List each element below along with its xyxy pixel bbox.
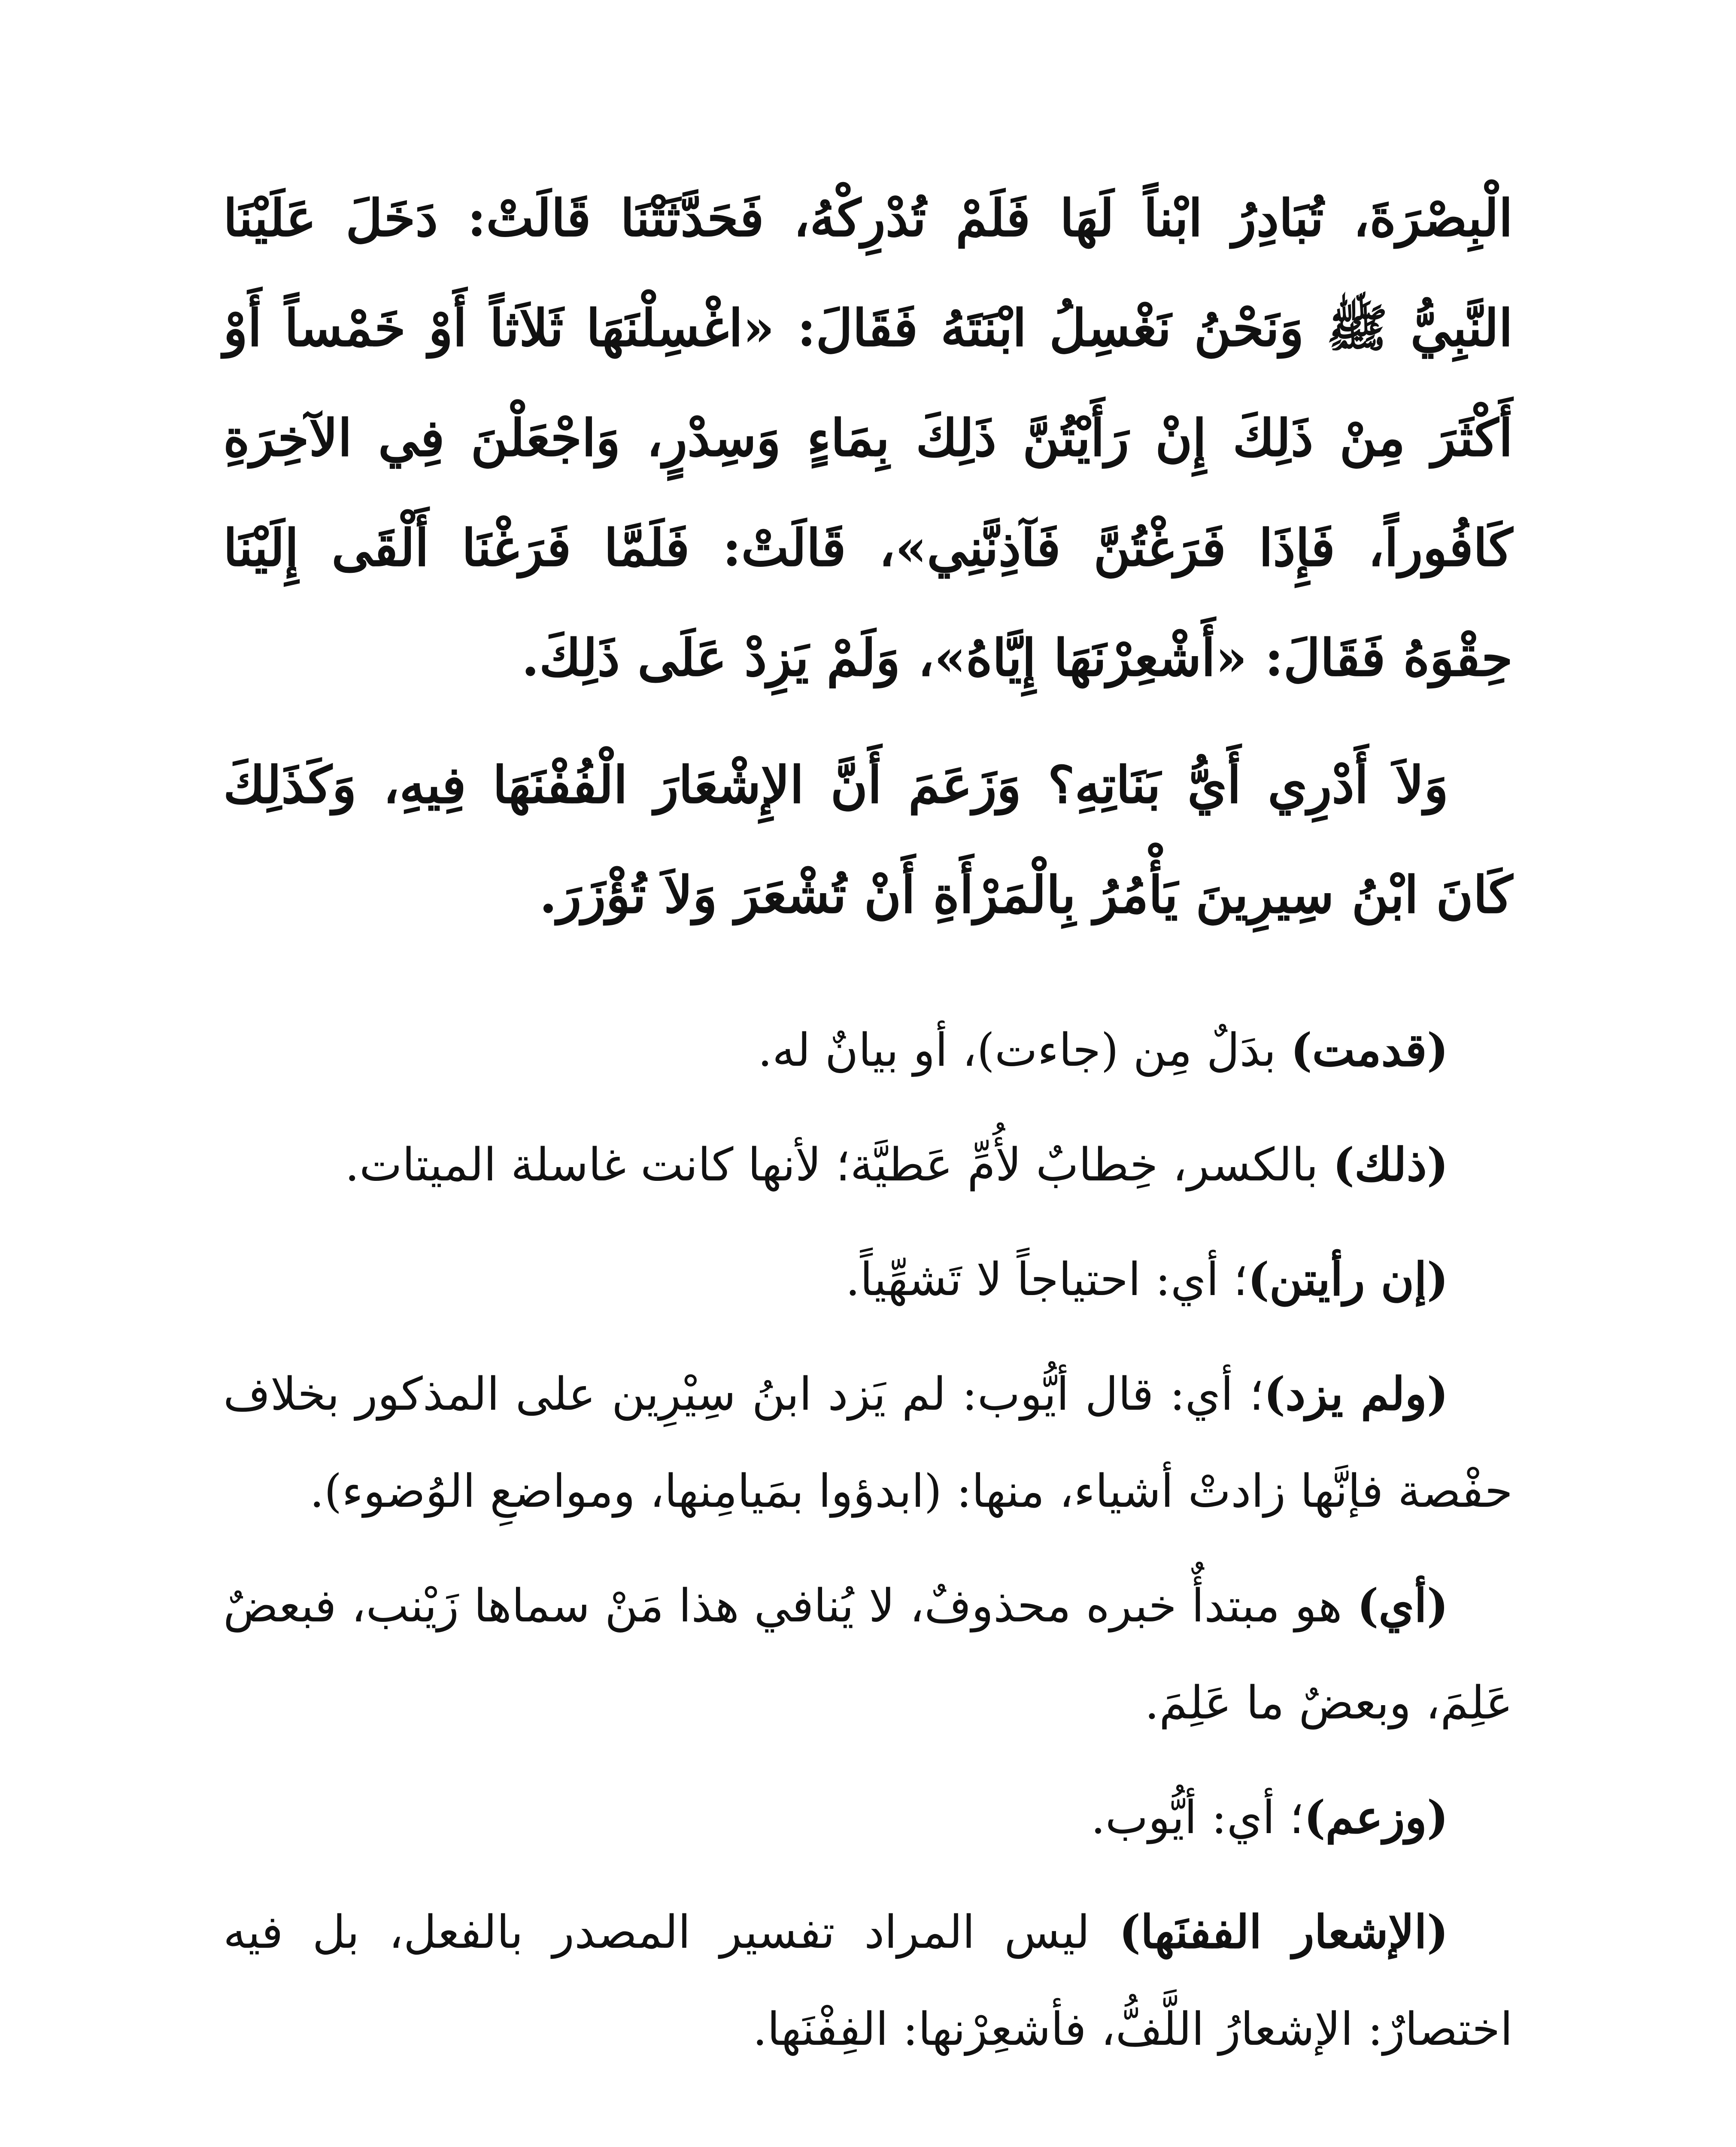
commentary-lemma: (الإشعار الففنَها) bbox=[1119, 1905, 1449, 1958]
commentary-text: ليس المراد تفسير المصدر بالفعل، بل فيه اختصارٌ: الإشعارُ اللَّفُّ، فأشعِرْنها: الفِفْنَها. bbox=[223, 1906, 1513, 2056]
commentary-paragraph bbox=[223, 1116, 1513, 1213]
hadith-paragraph: الْبِصْرَةَ، تُبَادِرُ ابْناً لَهَا فَلَمْ تُدْرِكْهُ، فَحَدَّثَتْنَا قَالَتْ: دَخَلَ عَلَيْنَا النَّبِيُّ ﷺ وَنَحْنُ نَغْسِلُ ابْنَتَهُ فَقَالَ: «اغْسِلْنَهَا ثَلاَثاً أَوْ خَمْساً أَوْ أَكْثَرَ مِنْ ذَلِكَ إِنْ رَأَيْتُنَّ ذَلِكَ بِمَاءٍ وَسِدْرٍ، وَاجْعَلْنَ فِي الآخِرَةِ كَافُوراً، فَإِذَا فَرَغْتُنَّ فَآذِنَّنِي»، قَالَتْ: فَلَمَّا فَرَغْنَا أَلْقَى إِلَيْنَا حِقْوَهُ فَقَالَ: «أَشْعِرْنَهَا إِيَّاهُ»، وَلَمْ يَزِدْ عَلَى ذَلِكَ. bbox=[223, 188, 1513, 687]
commentary-lemma: (ذلك) bbox=[1332, 1137, 1448, 1191]
commentary-lemma: (قدمت) bbox=[1290, 1023, 1448, 1077]
commentary-paragraph bbox=[223, 1557, 1513, 1752]
commentary-paragraph bbox=[223, 1231, 1513, 1328]
commentary-paragraph bbox=[223, 1345, 1513, 1540]
commentary-text: ؛ أي: احتياجاً لا تَشهِّياً. bbox=[845, 1253, 1248, 1306]
commentary-text: بدَلٌ مِن (جاءت)، أو بيانٌ له. bbox=[758, 1024, 1291, 1077]
commentary-text: ؛ أي: أيُّوب. bbox=[1091, 1791, 1304, 1844]
commentary-lemma: (إن رأيتن) bbox=[1247, 1252, 1448, 1306]
page-text bbox=[223, 163, 1513, 2078]
commentary-text: بالكسر، خِطابٌ لأُمِّ عَطيَّة؛ لأنها كانت غاسلة الميتات. bbox=[345, 1138, 1333, 1191]
commentary-paragraph bbox=[223, 1001, 1513, 1099]
commentary-paragraph bbox=[223, 1769, 1513, 1866]
commentary-text: ؛ أي: قال أيُّوب: لم يَزد ابنُ سِيْرِين على المذكور بخلاف حفْصة فإنَّها زادتْ أشياء، منها: (ابدؤوا بمَيامِنها، ومواضعِ الوُضوء). bbox=[223, 1368, 1513, 1517]
commentary-lemma: (وزعم) bbox=[1304, 1790, 1448, 1844]
commentary-text: هو مبتدأٌ خبره محذوفٌ، لا يُنافي هذا مَنْ سماها زَيْنب، فبعضٌ عَلِمَ، وبعضٌ ما عَلِمَ. bbox=[223, 1579, 1513, 1729]
commentary-paragraph bbox=[223, 1883, 1513, 2078]
commentary-lemma: (ولم يزد) bbox=[1263, 1367, 1449, 1420]
commentary-lemma: (أي) bbox=[1357, 1578, 1448, 1632]
hadith-paragraph: وَلاَ أَدْرِي أَيُّ بَنَاتِهِ؟ وَزَعَمَ أَنَّ الإِشْعَارَ الْفُفْنَهَا فِيهِ، وَكَذَلِكَ كَانَ ابْنُ سِيرِينَ يَأْمُرُ بِالْمَرْأَةِ أَنْ تُشْعَرَ وَلاَ تُؤْزَرَ. bbox=[223, 755, 1513, 924]
